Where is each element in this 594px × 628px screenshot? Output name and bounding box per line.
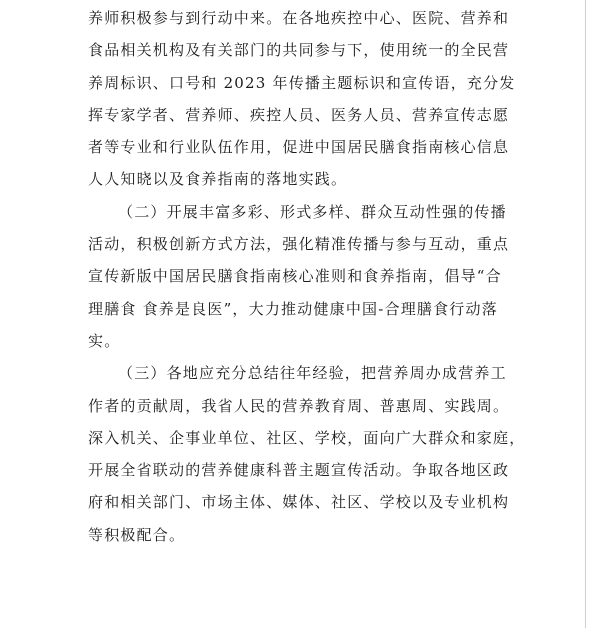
text-line: 等积极配合。 <box>88 525 186 544</box>
text-line: 养周标识、口号和 2023 年传播主题标识和宣传语，充分发 <box>88 73 516 92</box>
text-line: 作者的贡献周，我省人民的营养教育周、普惠周、实践周。 <box>88 396 510 415</box>
page-edge-divider <box>585 0 586 628</box>
text-line: 理膳食 食养是良医”，大力推动健康中国-合理膳食行动落 <box>88 299 498 318</box>
text-line: 府和相关部门、市场主体、媒体、社区、学校以及专业机构 <box>88 493 510 512</box>
text-line: 深入机关、企事业单位、社区、学校，面向广大群众和家庭， <box>88 428 526 447</box>
text-line: 人人知晓以及食养指南的落地实践。 <box>88 170 348 189</box>
text-line: 养师积极参与到行动中来。在各地疾控中心、医院、营养和 <box>88 9 510 27</box>
text-line: 实。 <box>88 331 121 350</box>
text-line: 开展全省联动的营养健康科普主题宣传活动。争取各地区政 <box>88 461 510 480</box>
document-body <box>88 2 528 551</box>
text-line: 宣传新版中国居民膳食指南核心准则和食养指南，倡导“合 <box>88 267 502 286</box>
text-line: 食品相关机构及有关部门的共同参与下，使用统一的全民营 <box>88 41 510 60</box>
paragraph-heading-3: （三）各地应充分总结往年经验，把营养周办成营养工 <box>118 364 507 383</box>
text-line: 活动，积极创新方式方法，强化精准传播与参与互动，重点 <box>88 235 510 254</box>
text-line: 者等专业和行业队伍作用，促进中国居民膳食指南核心信息 <box>88 138 510 157</box>
paragraph-heading-2: （二）开展丰富多彩、形式多样、群众互动性强的传播 <box>118 202 507 221</box>
text-line: 挥专家学者、营养师、疾控人员、医务人员、营养宣传志愿 <box>88 105 510 124</box>
